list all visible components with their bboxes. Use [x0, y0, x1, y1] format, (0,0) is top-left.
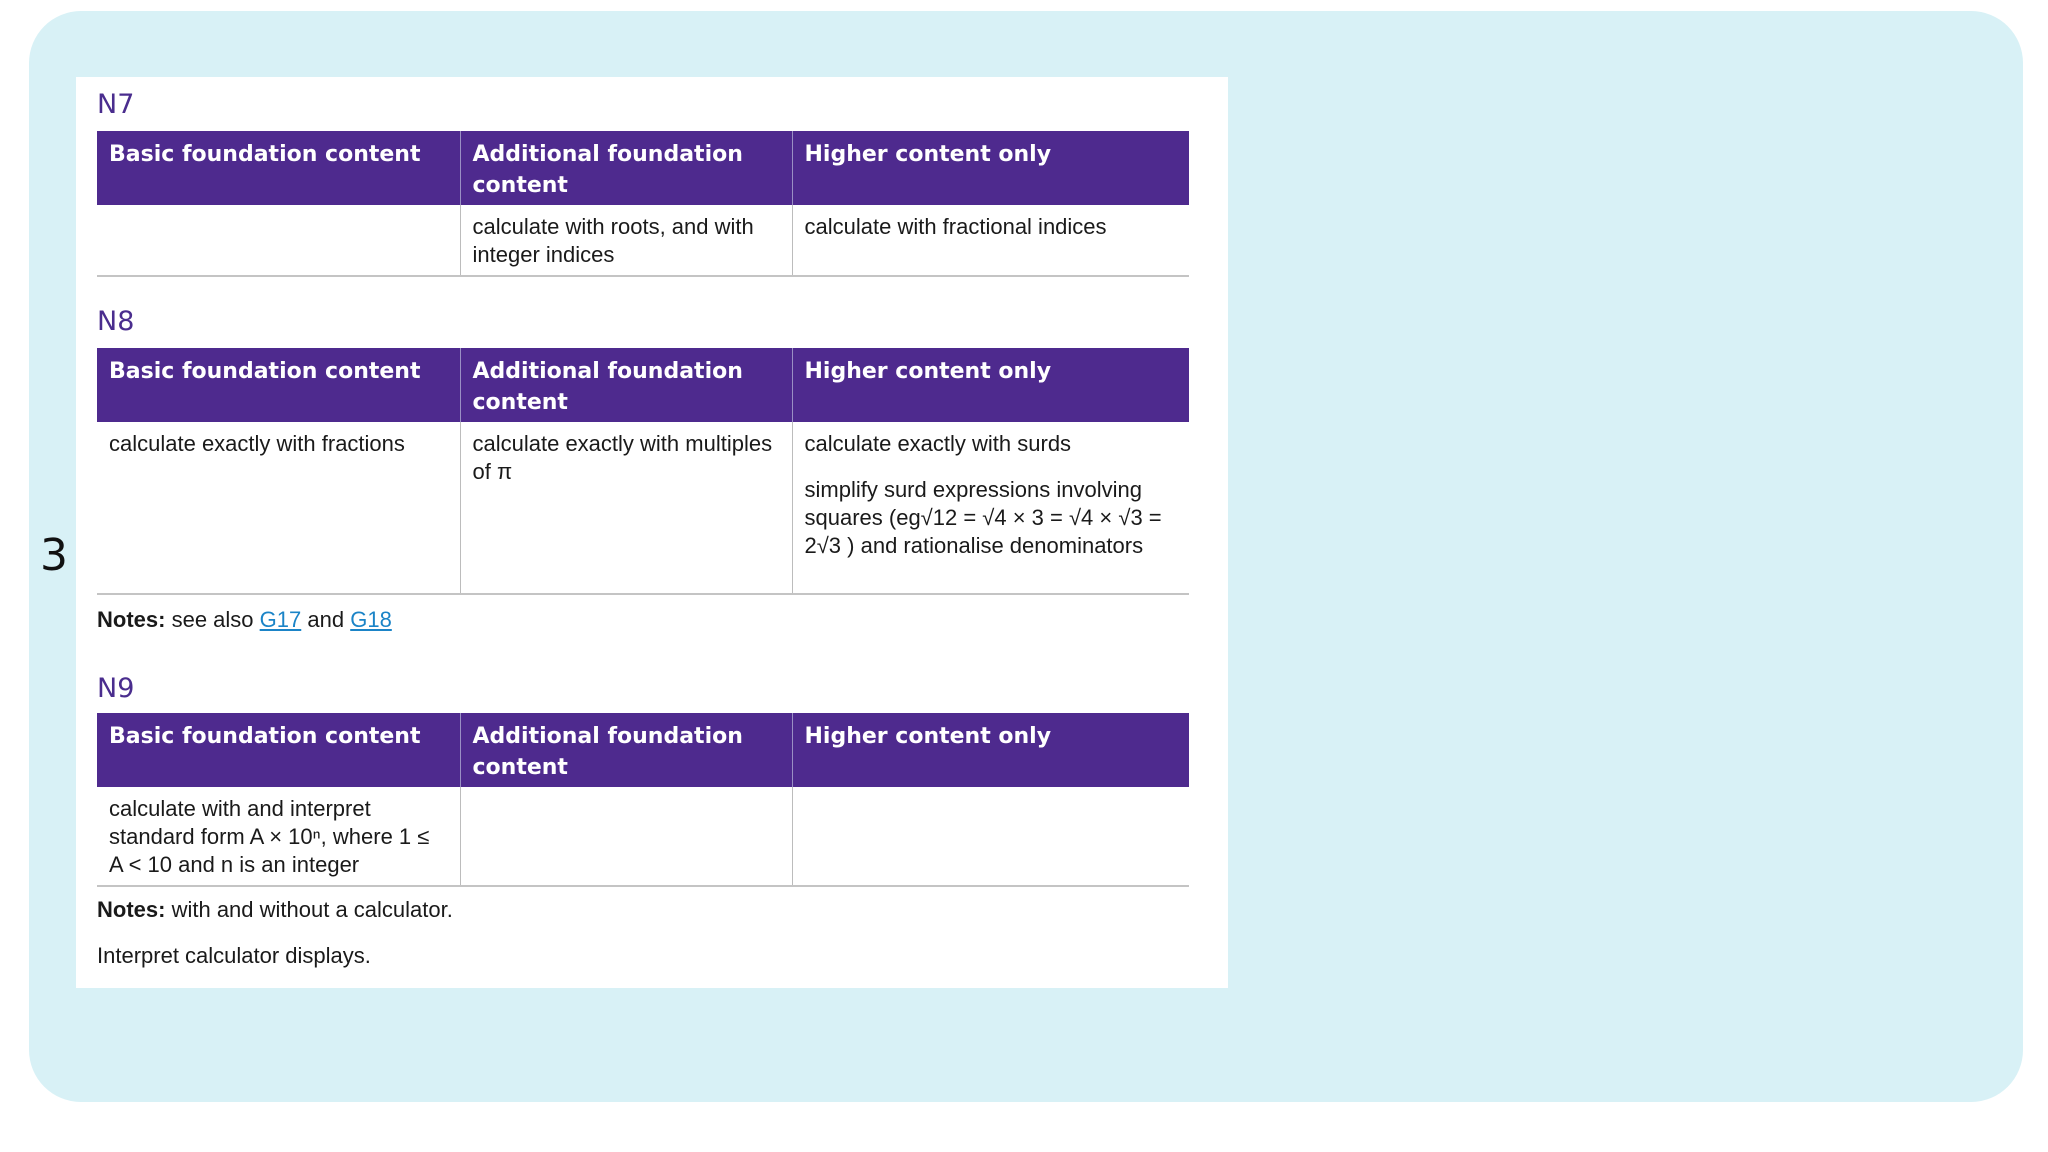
specification-document — [76, 77, 1228, 988]
cell-basic — [97, 205, 460, 276]
table-n9 — [97, 713, 1189, 887]
cell-higher: calculate with fractional indices — [792, 205, 1189, 276]
table-header-row — [97, 131, 1189, 205]
table-row — [97, 787, 1189, 886]
slide-number: 3 — [40, 530, 68, 581]
notes-and: and — [307, 607, 345, 632]
cell-basic: calculate with and interpret standard form A × 10ⁿ, where 1 ≤ A < 10 and n is an integer — [97, 787, 460, 886]
table-row — [97, 422, 1189, 594]
notes-n8 — [97, 607, 392, 633]
section-code-n9: N9 — [97, 673, 135, 704]
higher-item: simplify surd expressions involving squares (eg√12 = √4 × 3 = √4 × √3 = 2√3 ) and rationalise denominators — [804, 477, 1162, 558]
table-header-row — [97, 713, 1189, 787]
header-higher: Higher content only — [792, 131, 1189, 205]
cell-basic: calculate exactly with fractions — [97, 422, 460, 594]
notes-n9 — [97, 897, 453, 923]
header-higher: Higher content only — [792, 348, 1189, 422]
link-g18[interactable]: G18 — [350, 607, 392, 632]
higher-item: calculate exactly with surds — [804, 431, 1072, 456]
notes-label: Notes: — [97, 897, 166, 922]
header-basic: Basic foundation content — [97, 348, 460, 422]
cell-additional: calculate exactly with multiples of π — [460, 422, 792, 594]
notes-text: with and without a calculator. — [171, 897, 453, 922]
header-additional: Additional foundation content — [460, 713, 792, 787]
table-header-row — [97, 348, 1189, 422]
notes-text: see also — [171, 607, 254, 632]
notes-n9-extra: Interpret calculator displays. — [97, 943, 371, 968]
header-additional: Additional foundation content — [460, 348, 792, 422]
header-additional: Additional foundation content — [460, 131, 792, 205]
notes-label: Notes: — [97, 607, 166, 632]
cell-higher — [792, 422, 1189, 594]
table-n8 — [97, 348, 1189, 595]
table-row — [97, 205, 1189, 276]
cell-higher — [792, 787, 1189, 886]
header-higher: Higher content only — [792, 713, 1189, 787]
section-code-n8: N8 — [97, 306, 135, 337]
section-code-n7: N7 — [97, 89, 135, 120]
cell-additional: calculate with roots, and with integer indices — [460, 205, 792, 276]
table-n7 — [97, 131, 1189, 277]
cell-additional — [460, 787, 792, 886]
link-g17[interactable]: G17 — [259, 607, 302, 632]
header-basic: Basic foundation content — [97, 713, 460, 787]
header-basic: Basic foundation content — [97, 131, 460, 205]
